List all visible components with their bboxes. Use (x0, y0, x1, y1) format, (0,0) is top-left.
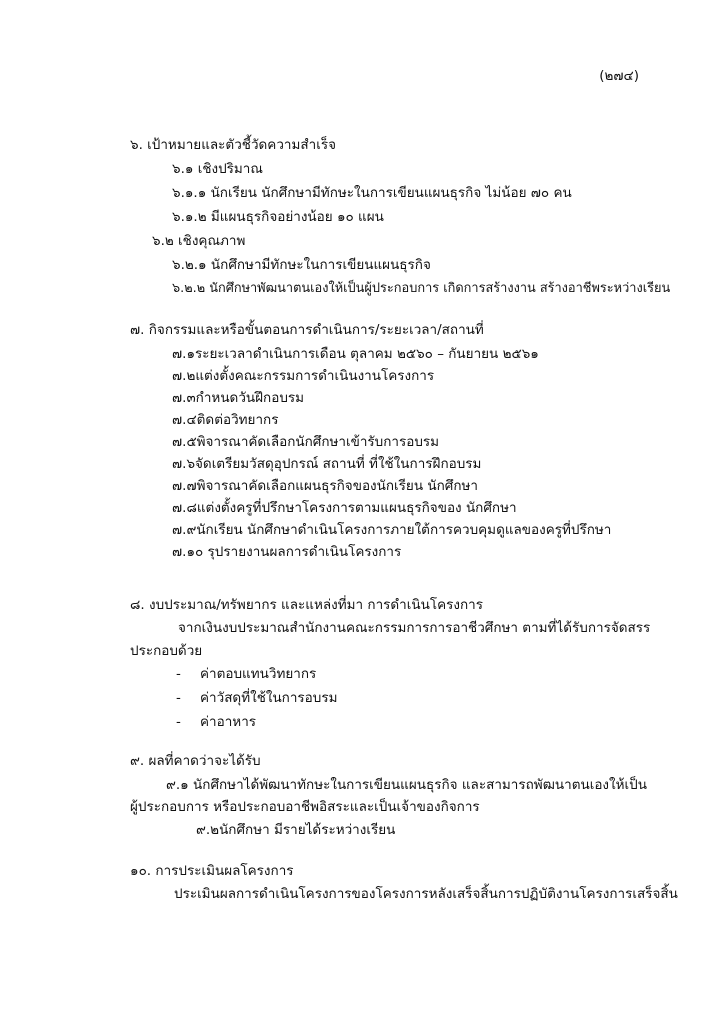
section-7-item: ๗.๖จัดเตรียมวัสดุอุปกรณ์ สถานที่ ที่ใช้ในการฝึกอบรม (172, 456, 482, 472)
section-8-paragraph-cont: ประกอบด้วย (130, 643, 203, 659)
section-6-2-heading: ๖.๒ เชิงคุณภาพ (152, 233, 246, 249)
section-10-heading: ๑๐. การประเมินผลโครงการ (130, 863, 294, 879)
section-6-1-heading: ๖.๑ เชิงปริมาณ (172, 161, 263, 177)
section-10-paragraph: ประเมินผลการดำเนินโครงการของโครงการหลังเสร็จสิ้นการปฏิบัติงานโครงการเสร็จสิ้น (174, 886, 678, 902)
section-9-1: ๙.๑ นักศึกษาได้พัฒนาทักษะในการเขียนแผนธุรกิจ และสามารถพัฒนาตนเองให้เป็น (166, 777, 647, 793)
section-7-item: ๗.๘แต่งตั้งครูที่ปรึกษาโครงการตามแผนธุรกิจของ นักศึกษา (172, 500, 517, 516)
section-6-1-2: ๖.๑.๒ มีแผนธุรกิจอย่างน้อย ๑๐ แผน (172, 209, 384, 225)
section-7-item: ๗.๙นักเรียน นักศึกษาดำเนินโครงการภายใต้การควบคุมดูแลของครูที่ปรึกษา (172, 522, 612, 538)
section-9-2: ๙.๒นักศึกษา มีรายได้ระหว่างเรียน (196, 822, 396, 838)
section-6-2-1: ๖.๒.๑ นักศึกษามีทักษะในการเขียนแผนธุรกิจ (172, 257, 431, 273)
section-8-paragraph: จากเงินงบประมาณสำนักงานคณะกรรมการการอาชีวศึกษา ตามที่ได้รับการจัดสรร (178, 620, 651, 636)
budget-item: ค่าอาหาร (200, 714, 257, 730)
section-9-1-cont: ผู้ประกอบการ หรือประกอบอาชีพอิสระและเป็นเจ้าของกิจการ (130, 799, 480, 815)
section-6-heading: ๖. เป้าหมายและตัวชี้วัดความสำเร็จ (130, 137, 336, 153)
section-7-item: ๗.๒แต่งตั้งคณะกรรมการดำเนินงานโครงการ (172, 368, 435, 384)
bullet-dash: - (176, 666, 181, 682)
section-7-item: ๗.๑ระยะเวลาดำเนินการเดือน ตุลาคม ๒๕๖๐ – กันยายน ๒๕๖๑ (172, 346, 539, 362)
section-7-heading: ๗. กิจกรรมและหรือขั้นตอนการดำเนินการ/ระยะเวลา/สถานที่ (130, 322, 484, 338)
page-number: (๒๗๔) (599, 68, 639, 84)
section-6-1-1: ๖.๑.๑ นักเรียน นักศึกษามีทักษะในการเขียนแผนธุรกิจ ไม่น้อย ๗๐ คน (172, 185, 572, 201)
section-7-item: ๗.๑๐ รุปรายงานผลการดำเนินโครงการ (172, 544, 402, 560)
section-9-heading: ๙. ผลที่คาดว่าจะได้รับ (130, 753, 261, 769)
section-7-item: ๗.๓กำหนดวันฝึกอบรม (172, 390, 305, 406)
budget-item: ค่าตอบแทนวิทยากร (200, 666, 317, 682)
bullet-dash: - (176, 690, 181, 706)
section-7-item: ๗.๔ติดต่อวิทยากร (172, 412, 279, 428)
bullet-dash: - (176, 714, 181, 730)
section-7-item: ๗.๗พิจารณาคัดเลือกแผนธุรกิจของนักเรียน นักศึกษา (172, 478, 478, 494)
budget-item: ค่าวัสดุที่ใช้ในการอบรม (200, 690, 338, 706)
section-7-item: ๗.๕พิจารณาคัดเลือกนักศึกษาเข้ารับการอบรม (172, 434, 440, 450)
section-6-2-2: ๖.๒.๒ นักศึกษาพัฒนาตนเองให้เป็นผู้ประกอบการ เกิดการสร้างงาน สร้างอาชีพระหว่างเรียน (172, 281, 671, 296)
section-8-heading: ๘. งบประมาณ/ทรัพยากร และแหล่งที่มา การดำเนินโครงการ (130, 597, 483, 613)
